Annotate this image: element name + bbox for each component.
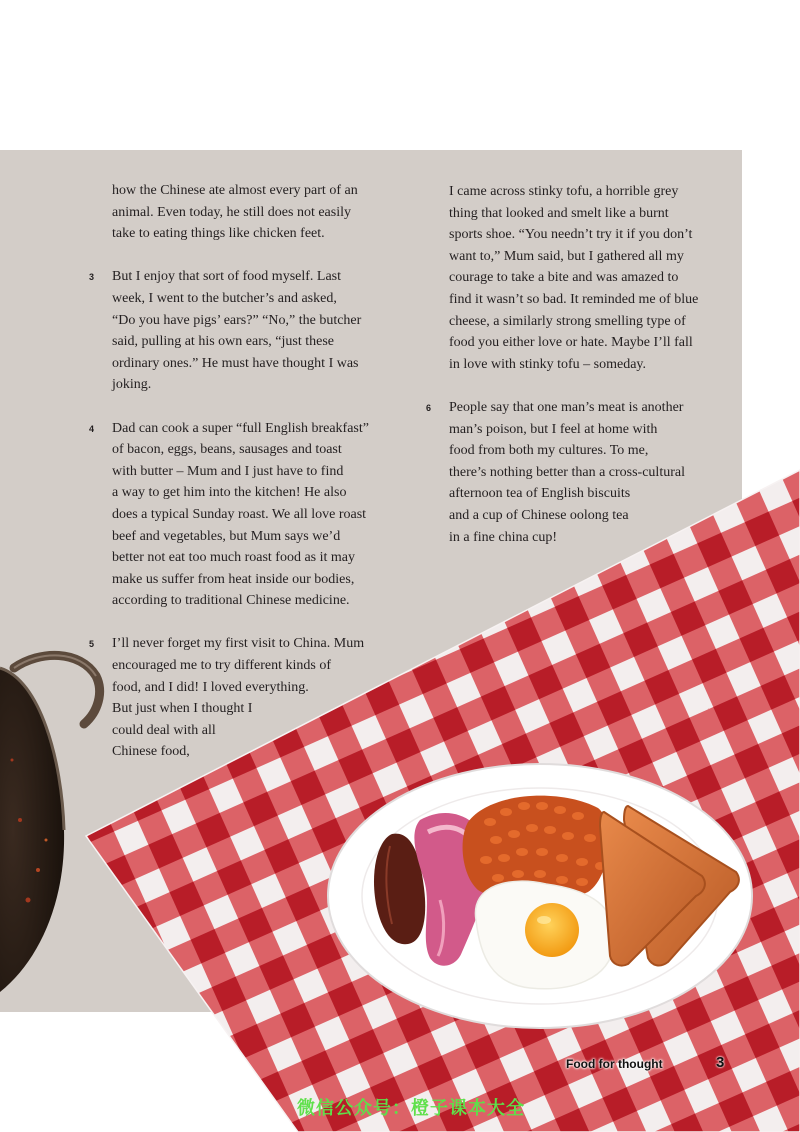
- text-line: in a fine china cup!: [449, 529, 558, 545]
- text-line: Dad can cook a super “full English breakfast”: [112, 420, 369, 436]
- text-line: I’ll never forget my first visit to China. Mum: [112, 636, 365, 652]
- text-line: ordinary ones.” He must have thought I was: [112, 355, 359, 371]
- text-line: thing that looked and smelt like a burnt: [449, 205, 669, 221]
- text-line: week, I went to the butcher’s and asked,: [112, 290, 337, 306]
- text-line: said, pulling at his own ears, “just these: [112, 334, 335, 350]
- text-line: afternoon tea of English biscuits: [449, 486, 631, 502]
- text-line: courage to take a bite and was amazed to: [449, 270, 679, 286]
- text-line: beef and vegetables, but Mum says we’d: [112, 528, 341, 544]
- text-line: in love with stinky tofu – someday.: [449, 356, 647, 372]
- footer-section-title: Food for thought: [566, 1057, 663, 1071]
- paragraph-number: 3: [89, 272, 95, 283]
- text-line: of bacon, eggs, beans, sausages and toast: [112, 442, 342, 458]
- paragraph-5-continued: [449, 181, 739, 375]
- text-line: encouraged me to try different kinds of: [112, 658, 332, 674]
- text-line: with butter – Mum and I just have to find: [112, 463, 344, 479]
- text-line: find it wasn’t so bad. It reminded me of blue: [449, 291, 699, 307]
- text-line: joking.: [112, 377, 152, 393]
- text-line: there’s nothing better than a cross-cultural: [449, 464, 685, 480]
- text-column-left: [89, 180, 402, 785]
- text-line: a way to get him into the kitchen! He also: [112, 485, 347, 501]
- text-line: But I enjoy that sort of food myself. Last: [112, 269, 342, 285]
- breakfast-plate: [328, 764, 752, 1028]
- text-line: “Do you have pigs’ ears?” “No,” the butcher: [112, 312, 362, 328]
- page-number: 3: [716, 1054, 725, 1071]
- paragraph-6: [426, 397, 739, 548]
- text-line: Chinese food,: [112, 744, 190, 760]
- paragraph-2-continued: [112, 180, 402, 245]
- text-line: and a cup of Chinese oolong tea: [449, 507, 629, 523]
- text-line: cheese, a similarly strong smelling type of: [449, 313, 686, 329]
- paragraph-3: [89, 266, 402, 396]
- watermark-text: 微信公众号：橙子课本大全: [297, 1098, 525, 1119]
- paragraph-4: [89, 418, 402, 612]
- text-line: But just when I thought I: [112, 701, 253, 717]
- text-line: man’s poison, but I feel at home with: [449, 421, 658, 437]
- text-line: sports shoe. “You needn’t try it if you don’t: [449, 227, 693, 243]
- paragraph-number: 6: [426, 402, 432, 413]
- text-column-right: [426, 181, 739, 570]
- text-line: I came across stinky tofu, a horrible grey: [449, 184, 679, 199]
- text-line: want to,” Mum said, but I gathered all my: [449, 248, 684, 264]
- paragraph-number: 5: [89, 639, 95, 650]
- text-line: food, and I did! I loved everything.: [112, 679, 309, 695]
- text-line: could deal with all: [112, 722, 216, 738]
- paragraph-5: [89, 633, 402, 763]
- paragraph-number: 4: [89, 423, 95, 434]
- text-line: better not eat too much roast food as it may: [112, 550, 355, 566]
- text-line: make us suffer from heat inside our bodies,: [112, 571, 355, 587]
- text-line: People say that one man’s meat is another: [449, 399, 684, 415]
- text-line: does a typical Sunday roast. We all love roast: [112, 506, 367, 522]
- text-line: animal. Even today, he still does not easily: [112, 204, 351, 220]
- text-line: food from both my cultures. To me,: [449, 443, 649, 459]
- text-line: according to traditional Chinese medicine.: [112, 593, 350, 609]
- text-line: take to eating things like chicken feet.: [112, 226, 325, 242]
- text-line: food you either love or hate. Maybe I’ll fall: [449, 335, 693, 351]
- text-line: how the Chinese ate almost every part of an: [112, 183, 358, 198]
